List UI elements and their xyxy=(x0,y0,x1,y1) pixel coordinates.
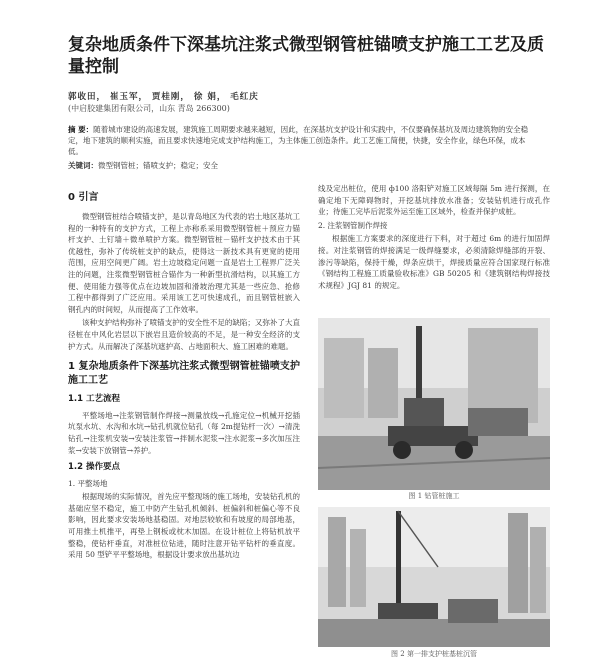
keywords-text: 微型钢管桩；锚喷支护；稳定；安全 xyxy=(98,161,218,170)
affiliation: (中启胶建集团有限公司，山东 青岛 266300) xyxy=(68,104,230,113)
section-1-2-heading: 1.2 操作要点 xyxy=(68,462,121,473)
abstract-label: 摘 要： xyxy=(68,125,94,134)
figure-1-caption: 图 1 钻管桩施工 xyxy=(408,492,460,500)
right-column xyxy=(318,183,550,293)
abstract xyxy=(68,124,538,157)
figure-1-photo xyxy=(318,318,550,490)
intro-heading: 0 引言 xyxy=(68,192,99,203)
drilling-rig-photo xyxy=(318,318,550,490)
intro-paragraph-1: 微型钢管桩结合喷锚支护，是以青岛地区为代表的岩土地区基坑工程的一种特有的支护方式，工程上亦称系采用微型钢管桩＋预应力锚杆支护、土钉墙＋微单喷护方案。微型钢管桩－锚杆支护技术由于其优越性，弥补了传统桩支护的缺点，使得这一新技术具有更宽的使用范围，应用空间更广阔。岩土边坡稳定问题一直是岩土工程界广泛关注的问题，注浆微型钢管桩合锚作为一种新型抗滑结构，以其施工方便、使用能力强等优点在边坡加固和滑坡治理尤其是一些应急、抢修工程中都得到了广泛应用。采用该工艺可快速成孔，而且钢管桩嵌入钢孔内的时间短，从而提高了工作效率。 xyxy=(68,212,300,314)
paper-title: 复杂地质条件下深基坑注浆式微型钢管桩锚喷支护施工工艺及质量控制 xyxy=(68,35,544,77)
subsection-1-text: 根据现场的实际情况，首先应平整现场的施工场地，安装钻孔机的基础应坚不稳定，施工中防产生钻孔机倾斜、桩偏斜和桩偏心等不良影响，因此要求安装场地基稳固。对地层较软和有坡度的局部地基，可用推土机推平，再垫上钢板或枕木加固。在设计桩位上将钻机放平整稳，使钻杆垂直，对准桩位钻进，随时注意开钻平钻杆的垂直度。采用 50 型铲平平整场地，根据设计要求放出基坑边 xyxy=(68,492,300,560)
subsection-2-heading: 2. 注浆钢管制作焊接 xyxy=(318,220,388,230)
figure-2-photo xyxy=(318,507,550,647)
keywords xyxy=(68,160,538,171)
section-1-1-heading: 1.1 工艺流程 xyxy=(68,394,121,405)
left-column xyxy=(68,183,300,563)
keywords-label: 关键词： xyxy=(68,161,98,170)
section-1-1-text: 平整场地→注浆钢管制作焊接→测量放线→孔施定位→机械开挖插坑泵水坑、水沟和水坑→钻孔机就位钻孔（每 2m提钻杆一次）→清洗钻孔→注浆机安装→安装注浆管→拌制水泥浆→注水泥浆→多次加压注浆→安装下放钢管→养护。 xyxy=(68,410,300,455)
author-list: 郭收田， 崔玉军， 贾桂刚， 徐 娟， 毛红庆 xyxy=(68,92,259,102)
right-column-continued-text: 线及定出桩位，使用 ф100 洛阳铲对施工区域每隔 5m 进行探测，在确定地下无障碍物时，开挖基坑排放水准备；安装钻机进行成孔作业；待施工完毕后泥浆外运至施工区域外，检查并保护成桩。 xyxy=(318,184,550,217)
section-1-heading: 1 复杂地质条件下深基坑注浆式微型钢管桩锚喷支护施工工艺 xyxy=(68,361,300,387)
figure-2-caption: 图 2 第一排支护桩基桩沉管 xyxy=(391,650,477,658)
pile-construction-photo xyxy=(318,507,550,647)
subsection-1-heading: 1. 平整场地 xyxy=(68,478,108,488)
intro-paragraph-2: 该种支护结构弥补了喷锚支护的安全性不足的缺陷；又弥补了大直径桩在中风化岩层以下嵌岩且造价较高的不足，是一种安全经济的支护方式。从而解决了深基坑遮护高、占地面积大、施工困难的难题。 xyxy=(68,318,300,351)
subsection-2-text: 根据施工方案要求的深度进行下料，对于超过 6m 的进行加固焊接。对注浆钢管的焊接满足一级焊缝要求，必须清除焊缝部的开裂、渗污等缺陷，保持干燥，焊条应烘干，焊接质量应符合国家现行标准《钢结构工程施工质量验收标准》GB 50205 和《建筑钢结构焊接技术规程》JGJ 81 的规定。 xyxy=(318,234,550,290)
abstract-text: 随着城市建设的高速发展，建筑施工周期要求越来越短，因此，在深基坑支护设计和实践中，不仅要确保基坑及周边建筑物的安全稳定，地下建筑的顺利实施，而且要求快速地完成支护结构施工，为主体施工创造条件。此工艺施工简便，快捷，安全作业，绿色环保，成本低。 xyxy=(68,125,529,156)
